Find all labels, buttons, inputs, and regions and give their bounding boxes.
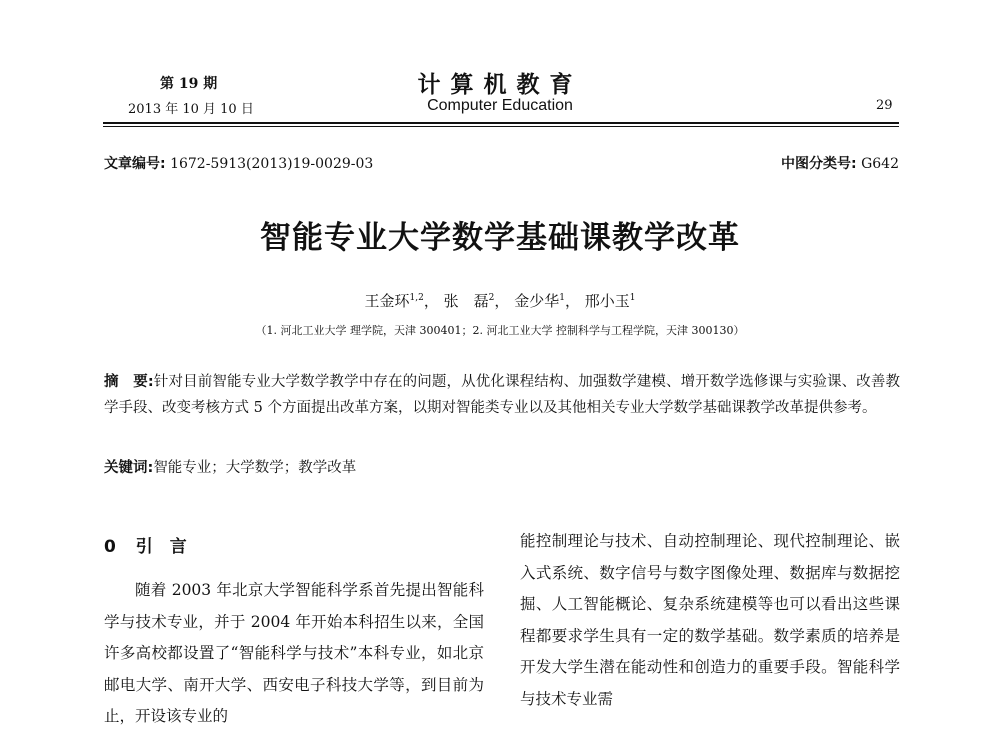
keywords: [104, 456, 356, 477]
section-heading: [104, 532, 187, 557]
abstract: [104, 369, 900, 421]
classification-label: 中图分类号:: [781, 156, 857, 172]
author-affil-mark: 1,2: [409, 293, 424, 303]
paper-title: 智能专业大学数学基础课教学改革: [260, 220, 740, 256]
keywords-label: 关键词:: [104, 460, 154, 476]
header-rule-thin: [103, 126, 899, 127]
author-affil-mark: 1: [629, 293, 636, 303]
classification-value: G642: [861, 156, 899, 172]
abstract-label: 摘 要:: [104, 374, 154, 390]
affiliations: （1. 河北工业大学 理学院，天津 300401；2. 河北工业大学 控制科学与工程学院，天津 300130）: [255, 324, 745, 337]
author-affil-mark: 2: [488, 293, 495, 303]
page-number: 29: [876, 98, 893, 113]
body-column-right: 能控制理论与技术、自动控制理论、现代控制理论、嵌入式系统、数字信号与数字图像处理、数据库与数据挖掘、人工智能概论、复杂系统建模等也可以看出这些课程都要求学生具有一定的数学基础。数学素质的培养是开发大学生潜在能动性和创造力的重要手段。智能科学与技术专业需: [520, 532, 900, 708]
author-name: 邢小玉: [584, 292, 630, 310]
abstract-text: 针对目前智能专业大学数学教学中存在的问题，从优化课程结构、加强数学建模、增开数学选修课与实验课、改善教学手段、改变考核方式 5 个方面提出改革方案，以期对智能类专业以及其他相关专业大学数学基础课教学改革提供参考。: [104, 374, 900, 416]
article-number-value: 1672-5913(2013)19-0029-03: [170, 156, 374, 172]
section-number: 0: [104, 537, 116, 557]
journal-title-cn: 计算机教育: [417, 72, 583, 98]
journal-title-en: Computer Education: [427, 97, 573, 114]
article-number-label: 文章编号:: [104, 156, 166, 172]
classification-number: [781, 153, 899, 173]
author-name: 张 磊: [443, 292, 489, 310]
author-list: 王金环$^{1,2}$， 张 磊$^2$， 金少华$^1$， 邢小玉$^1$: [364, 292, 636, 310]
article-number: [104, 153, 373, 173]
author-affil-mark: 1: [559, 293, 565, 303]
issue-number: 第 19 期: [160, 76, 218, 92]
author-name: 金少华: [514, 292, 560, 310]
section-title: 引 言: [135, 537, 187, 557]
issue-date: 2013 年 10 月 10 日: [128, 102, 254, 117]
body-column-left: 随着 2003 年北京大学智能科学系首先提出智能科学与技术专业，并于 2004 年开始本科招生以来，全国许多高校都设置了“智能科学与技术”本科专业，如北京邮电大学、南开大学、西安电子科技大学等，到目前为止，开设该专业的: [104, 581, 484, 725]
header-rule-thick: [103, 122, 899, 124]
author-name: 王金环: [364, 292, 410, 310]
keywords-text: 智能专业；大学数学；教学改革: [153, 460, 357, 476]
